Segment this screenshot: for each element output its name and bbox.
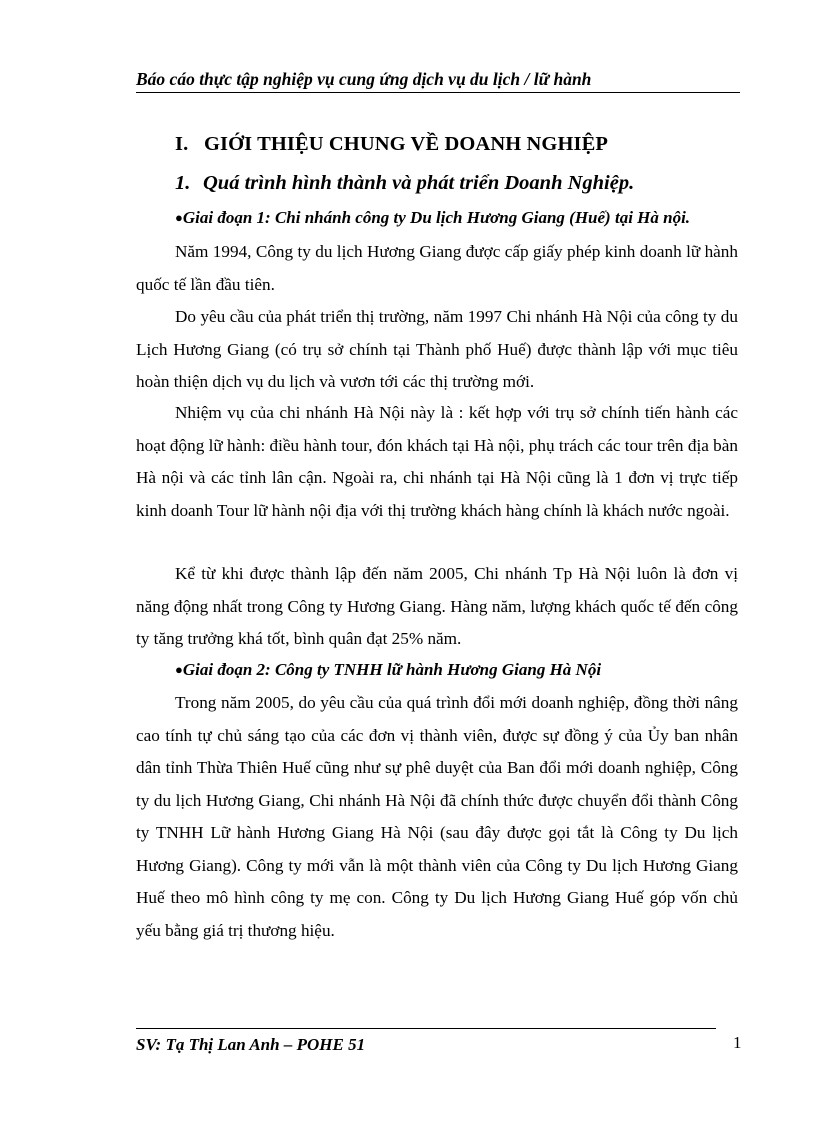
subsection-heading [175,170,634,196]
subsection-number: 1. [175,172,191,194]
subsection-title: Quá trình hình thành và phát triển Doanh Nghiệp. [203,172,635,194]
stage-title: Giai đoạn 2: Công ty TNHH lữ hành Hương Giang Hà Nội [182,660,602,679]
page-number: 1 [733,1033,742,1052]
section-number: I. [175,133,189,155]
bullet-icon: ● [175,210,183,225]
paragraph: Trong năm 2005, do yêu cầu của quá trình đổi mới doanh nghiệp, đồng thời nâng cao tính tự chủ sáng tạo của các đơn vị thành viên, được sự đồng ý của Ủy ban nhân dân tỉnh Thừa Thiên Huế cũng như sự phê duyệt của Ban đổi mới doanh nghiệp, Công ty du lịch Hương Giang, Chi nhánh Hà Nội đã chính thức được chuyển đổi thành Công ty TNHH Lữ hành Hương Giang Hà Nội (sau đây được gọi tắt là Công ty Du lịch Hương Giang). Công ty mới vẫn là một thành viên của Công ty Du lịch Hương Giang Huế theo mô hình công ty mẹ con. Công ty Du lịch Hương Giang Huế góp vốn chủ yếu bằng giá trị thương hiệu. [136,693,738,940]
paragraph: Năm 1994, Công ty du lịch Hương Giang được cấp giấy phép kinh doanh lữ hành quốc tế lần đầu tiên. [136,242,738,294]
stage-heading-2 [175,659,601,681]
section-title: GIỚI THIỆU CHUNG VỀ DOANH NGHIỆP [204,133,608,155]
footer-divider [136,1028,716,1029]
running-header: Báo cáo thực tập nghiệp vụ cung ứng dịch vụ du lịch / lữ hành [136,68,740,93]
stage-title: Giai đoạn 1: Chi nhánh công ty Du lịch Hương Giang (Huế) tại Hà nội. [182,208,691,227]
bullet-icon: ● [175,662,183,677]
paragraph: Nhiệm vụ của chi nhánh Hà Nội này là : kết hợp với trụ sở chính tiến hành các hoạt động lữ hành: điều hành tour, đón khách tại Hà nội, phụ trách các tour trên địa bàn Hà nội và các tỉnh lân cận. Ngoài ra, chi nhánh tại Hà Nội cũng là 1 đơn vị trực tiếp kinh doanh Tour lữ hành nội địa với thị trường khách hàng chính là khách nước ngoài. [136,403,738,520]
section-heading [175,131,608,157]
stage-heading-1 [175,207,690,229]
paragraph: Do yêu cầu của phát triển thị trường, năm 1997 Chi nhánh Hà Nội của công ty du Lịch Hương Giang (có trụ sở chính tại Thành phố Huế) được thành lập với mục tiêu hoàn thiện dịch vụ du lịch và vươn tới các thị trường mới. [136,307,738,391]
paragraph: Kể từ khi được thành lập đến năm 2005, Chi nhánh Tp Hà Nội luôn là đơn vị năng động nhất trong Công ty Hương Giang. Hàng năm, lượng khách quốc tế đến công ty tăng trưởng khá tốt, bình quân đạt 25% năm. [136,564,738,648]
footer-author: SV: Tạ Thị Lan Anh – POHE 51 [136,1035,366,1054]
